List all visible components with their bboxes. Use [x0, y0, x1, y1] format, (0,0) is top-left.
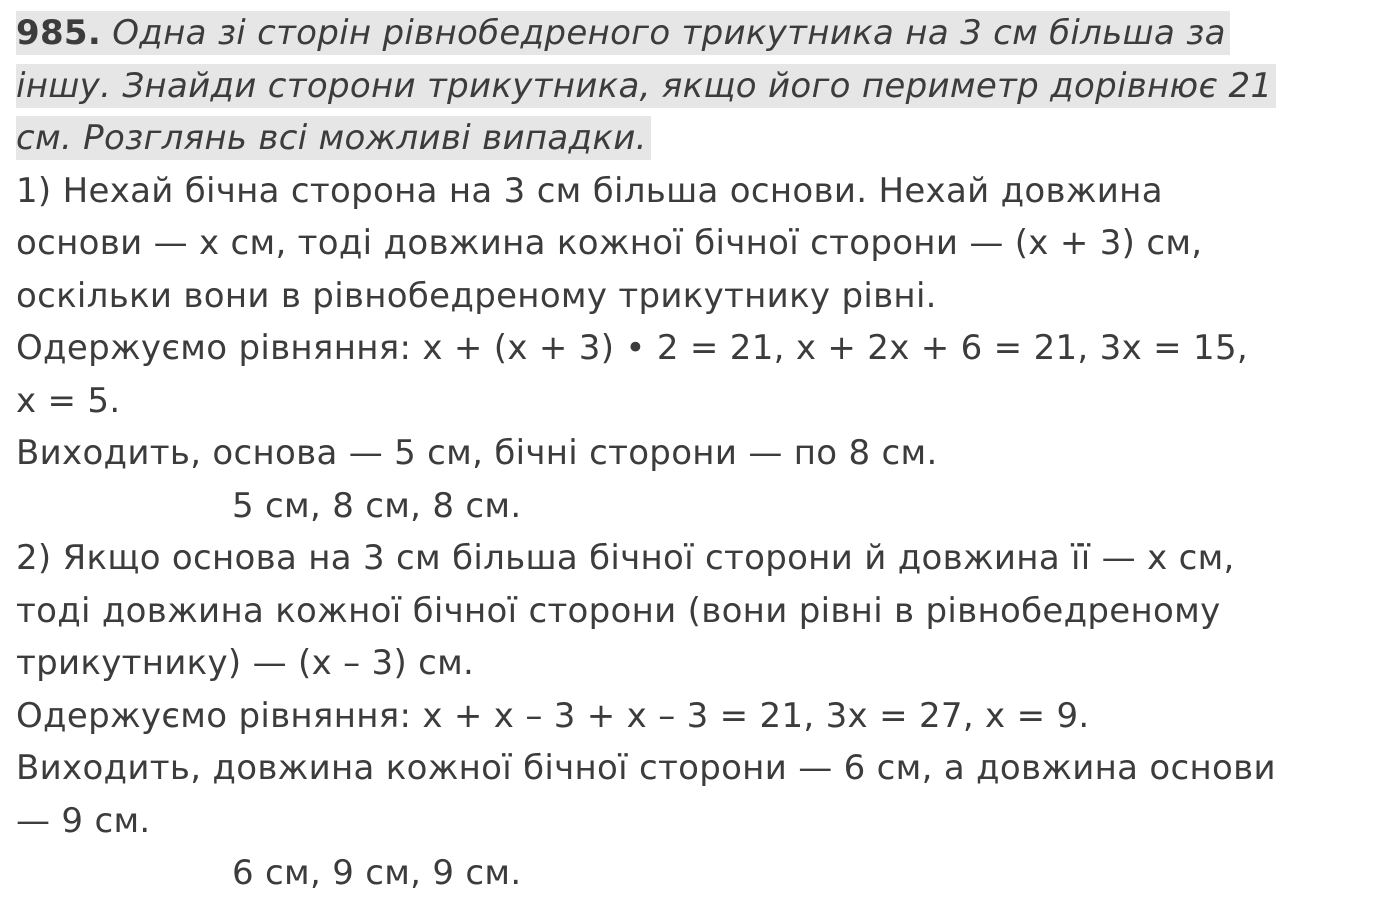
solution-line-4: Одержуємо рівняння: х + (х + 3) • 2 = 21, х + 2х + 6 = 21, 3х = 15,: [16, 328, 1248, 368]
solution-line-6: Виходить, основа — 5 см, бічні сторони — по 8 см.: [16, 433, 938, 473]
solution-line-1: 1) Нехай бічна сторона на 3 см більша основи. Нехай довжина: [16, 171, 1163, 211]
solution-line-10: трикутнику) — (х – 3) см.: [16, 643, 475, 683]
solution-line-5: х = 5.: [16, 381, 121, 421]
problem-line-2: [16, 61, 1276, 111]
solution-line-9: тоді довжина кожної бічної сторони (вони рівні в рівнобедреному: [16, 591, 1221, 631]
solution-line-2: основи — х см, тоді довжина кожної бічної сторони — (х + 3) см,: [16, 223, 1203, 263]
solution-line-13: — 9 см.: [16, 801, 151, 841]
problem-text-1: Одна зі сторін рівнобедреного трикутника на 3 см більша за: [112, 13, 1226, 53]
solution-line-3: оскільки вони в рівнобедреному трикутнику рівні.: [16, 276, 937, 316]
problem-line-1: [16, 8, 1230, 58]
solution-line-12: Виходить, довжина кожної бічної сторони — 6 см, а довжина основи: [16, 748, 1276, 788]
problem-text-2: іншу. Знайди сторони трикутника, якщо його периметр дорівнює 21: [16, 64, 1276, 108]
answer-1: 5 см, 8 см, 8 см.: [232, 486, 522, 526]
solution-line-8: 2) Якщо основа на 3 см більша бічної сторони й довжина її — х см,: [16, 538, 1235, 578]
problem-line-3: [16, 113, 651, 163]
solution-line-11: Одержуємо рівняння: х + х – 3 + х – 3 = 21, 3х = 27, х = 9.: [16, 696, 1090, 736]
problem-text-3: см. Розглянь всі можливі випадки.: [16, 116, 651, 160]
problem-number: 985.: [16, 13, 102, 53]
answer-2: 6 см, 9 см, 9 см.: [232, 853, 522, 893]
